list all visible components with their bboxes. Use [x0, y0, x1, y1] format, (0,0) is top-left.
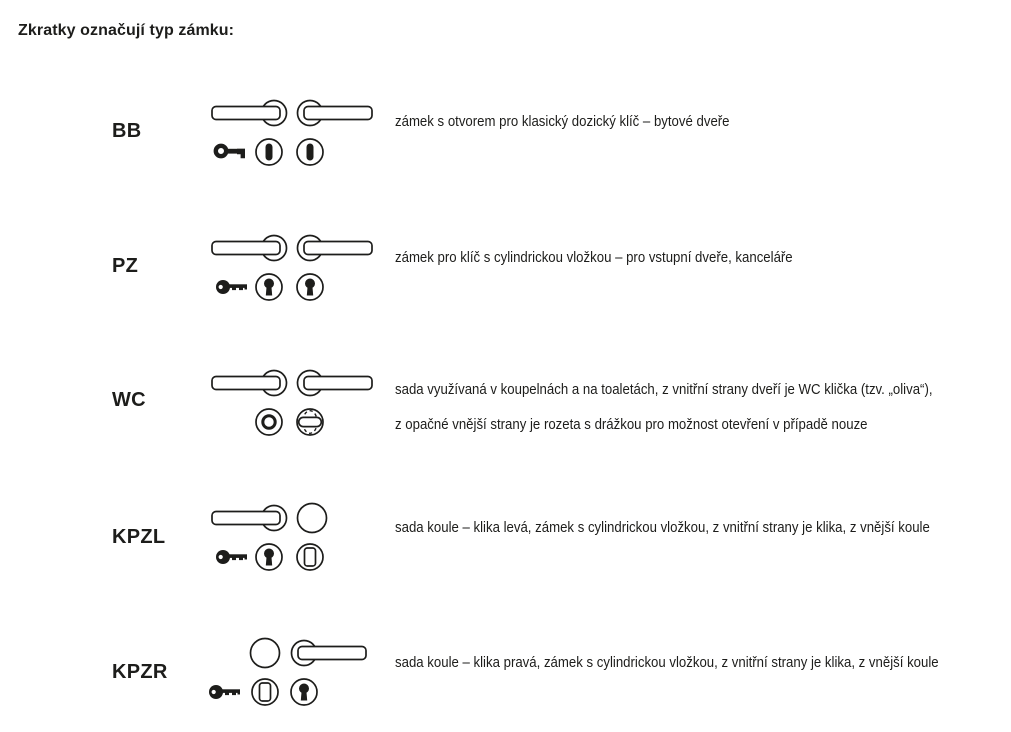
door-handle-left-icon: [212, 371, 287, 396]
lock-iconset: [200, 635, 380, 715]
wc-rosette-icon: [256, 409, 282, 435]
pz-keyhole-rosette-icon: [297, 274, 323, 300]
lock-description: sada využívaná v koupelnách a na toaletách, z vnitřní strany dveří je WC klička (tzv. „oliva“), z opačné vnější strany je rozeta s drážkou pro možnost otevření v případě nouze: [395, 381, 933, 433]
cylinder-key-icon: [216, 280, 247, 294]
lock-description: sada koule – klika levá, zámek s cylindrickou vložkou, z vnitřní strany je klika, z vnější koule: [395, 519, 930, 536]
lock-description: zámek s otvorem pro klasický dozický klíč – bytové dveře: [395, 113, 730, 130]
page-title: Zkratky označují typ zámku:: [18, 22, 235, 39]
door-handle-left-icon: [212, 506, 287, 531]
skeleton-key-icon: [216, 146, 245, 158]
lock-code-label: WC: [112, 389, 146, 411]
pz-keyhole-rosette-icon: [256, 274, 282, 300]
door-knob-icon: [251, 639, 280, 668]
lock-code-label: KPZL: [112, 526, 166, 548]
door-handle-right-icon: [298, 236, 373, 261]
lock-code-label: BB: [112, 120, 142, 142]
pz-keyhole-rosette-icon: [291, 679, 317, 705]
lock-iconset: [200, 365, 380, 445]
lock-code-label: PZ: [112, 255, 139, 277]
door-handle-left-icon: [212, 101, 287, 126]
door-handle-left-icon: [212, 236, 287, 261]
bb-keyhole-rosette-icon: [256, 139, 282, 165]
lock-description: zámek pro klíč s cylindrickou vložkou – pro vstupní dveře, kanceláře: [395, 249, 793, 266]
door-handle-right-icon: [298, 371, 373, 396]
lock-code-label: KPZR: [112, 661, 168, 683]
wc-thumbturn-icon: [297, 409, 323, 435]
blind-rosette-icon: [297, 544, 323, 570]
door-handle-right-icon: [298, 101, 373, 126]
bb-keyhole-rosette-icon: [297, 139, 323, 165]
cylinder-key-icon: [216, 550, 247, 564]
lock-iconset: [200, 230, 380, 310]
lock-iconset: [200, 95, 380, 175]
door-handle-right-icon: [292, 641, 367, 666]
cylinder-key-icon: [209, 685, 240, 699]
lock-iconset: [200, 500, 380, 580]
pz-keyhole-rosette-icon: [256, 544, 282, 570]
door-knob-icon: [298, 504, 327, 533]
blind-rosette-icon: [252, 679, 278, 705]
lock-description: sada koule – klika pravá, zámek s cylindrickou vložkou, z vnitřní strany je klika, z vnější koule: [395, 654, 939, 671]
